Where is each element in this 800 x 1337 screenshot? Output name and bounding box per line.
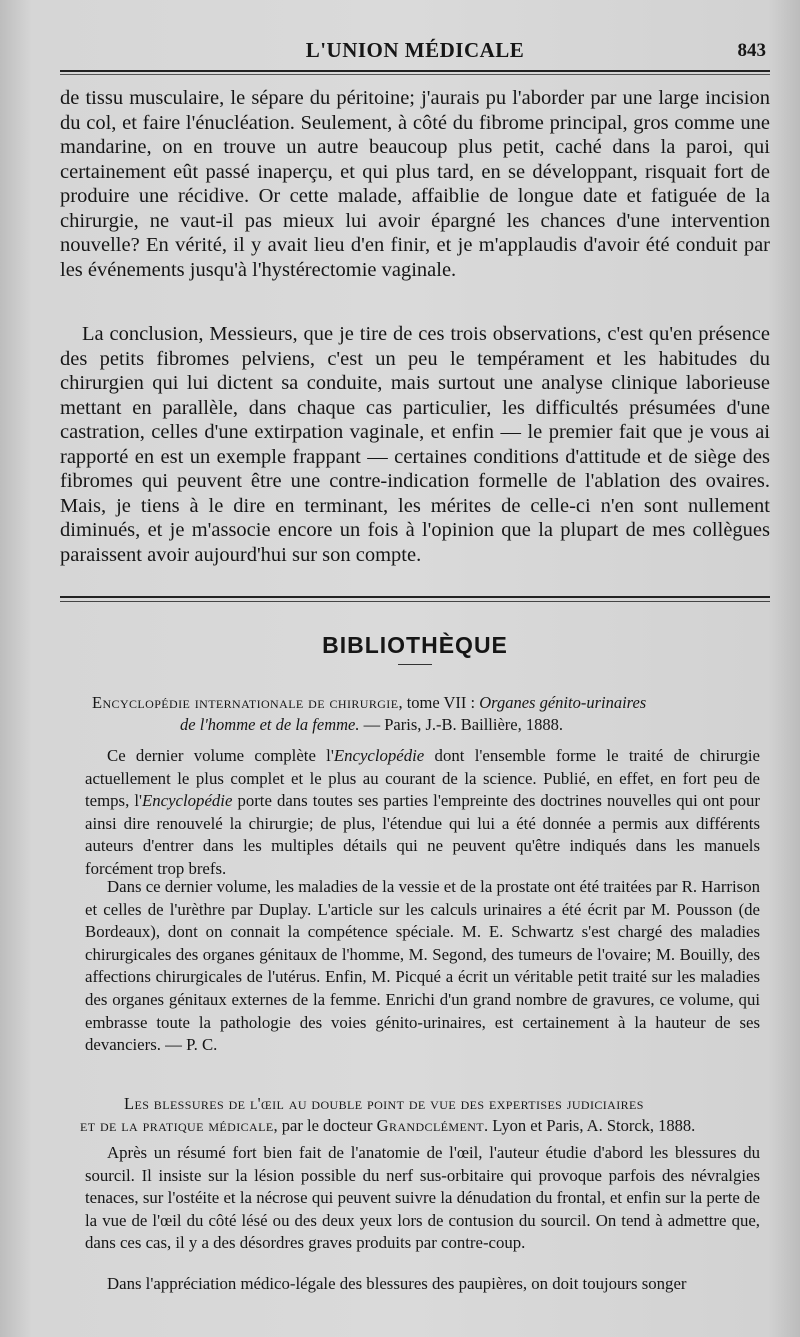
review-text-run: dont l'ensemble forme le traité de chirurgie actuellement le plus complet et le plus au courant de la science. Publié, en effet, en fort peu de temps, l' (85, 746, 760, 811)
header-rule (60, 70, 770, 72)
section-divider (60, 596, 770, 598)
book-byline: , par le docteur (273, 1116, 377, 1135)
review-heading (80, 1093, 760, 1137)
book-subtitle: Organes génito-urinaires (479, 693, 647, 712)
article-paragraph: La conclusion, Messieurs, que je tire de ces trois observations, c'est qu'en présence des petits fibromes pelviens, c'est un peu le tempérament et les habitudes du chirurgien qui lui dictent sa conduite, mais surtout une analyse clinique laborieuse mettant en parallèle, dans chaque cas particulier, les difficultés présumées d'une castration, celles d'une extirpation vaginale, et enfin — le premier fait que je vous ai rapporté en est un exemple frappant — certaines conditions d'attitude et de siège des fibromes qui peuvent être une contre-indication formelle de l'ablation des ovaires. Mais, je tiens à le dire en terminant, les mérites de celle-ci n'en sont nullement diminués, et je m'associe encore un fois à l'opinion que la plupart de mes collègues paraissent avoir aujourd'hui sur son compte. (60, 323, 770, 566)
book-author: Grandclément (376, 1116, 485, 1135)
review-text-run: porte dans toutes ses parties l'empreinte des doctrines nouvelles qui ont pour ainsi dire renouvelé la chirurgie; de plus, l'étendue qui lui a été donnée a permis aux différents auteurs d'entrer dans les multiples détails qui ne peuvent qu'être indiqués dans les manuels forcément trop brefs. (85, 791, 761, 878)
book-tome: , tome VII : (398, 693, 480, 712)
review-text-run: Ce dernier volume complète l' (107, 746, 334, 765)
review-emphasis: Encyclopédie (142, 791, 233, 811)
book-subtitle-continued: de l'homme et de la femme. (180, 715, 360, 734)
header-rule-thin (60, 74, 770, 75)
section-divider-thin (60, 601, 770, 602)
section-title: BIBLIOTHÈQUE (322, 632, 508, 658)
review-heading (80, 692, 760, 736)
review-paragraph: Dans l'appréciation médico-légale des blessures des paupières, on doit toujours songer (107, 1274, 687, 1293)
title-underline (398, 664, 432, 665)
book-publication: . Lyon et Paris, A. Storck, 1888. (484, 1116, 696, 1135)
review-paragraph: Après un résumé fort bien fait de l'anatomie de l'œil, l'auteur étudie d'abord les blessures du sourcil. Il insiste sur la lésion possible du nerf sus-orbitaire qui provoque parfois des névralgies tenaces, sur l'ostéite et la nécrose qui peuvent suivre la dénudation du frontal, et enfin sur la perte de la vue de l'œil du côté lésé ou des deux yeux lors de contusion du sourcil. On tend à admettre que, dans ces cas, il y a des désordres graves produits par contre-coup. (85, 1143, 760, 1253)
book-title: Encyclopédie internationale de chirurgie (92, 693, 399, 712)
page-header (60, 38, 770, 68)
page-number: 843 (737, 40, 766, 61)
review-paragraph (85, 745, 760, 881)
book-publication: — Paris, J.-B. Baillière, 1888. (359, 715, 563, 734)
review-emphasis: Encyclopédie (333, 746, 425, 765)
article-paragraph: de tissu musculaire, le sépare du péritoine; j'aurais pu l'aborder par une large incision du col, et faire l'énucléation. Seulement, à côté du fibrome principal, gros comme une mandarine, on en trouve un autre beaucoup plus petit, caché dans la paroi, qui certainement eût passé inaperçu, et qui plus tard, en se développant, risquait fort de produire une récidive. Or cette malade, affaiblie de longue date et fatiguée de la chirurgie, ne vaut-il pas mieux lui avoir épargné les chances d'une intervention nouvelle? En vérité, il y avait lieu d'en finir, et je m'applaudis d'avoir été conduit par les événements jusqu'à l'hystérectomie vaginale. (60, 87, 770, 281)
review-paragraph: Dans ce dernier volume, les maladies de la vessie et de la prostate ont été traitées par R. Harrison et celles de l'urèthre par Duplay. L'article sur les calculs urinaires a été écrit par M. Pousson (de Bordeaux), dont on connait la compétence spéciale. M. E. Schwartz s'est chargé des maladies chirurgicales des organes génitaux de l'homme, M. Segond, des tumeurs de l'ovaire; M. Bouilly, des affections chirurgicales de l'utérus. Enfin, M. Picqué a écrit un véritable petit traité sur les maladies des organes génitaux externes de la femme. Enrichi d'un grand nombre de gravures, ce volume, qui embrasse toute la pathologie des voies génito-urinaires, est certainement à la hauteur de ses devanciers. — P. C. (85, 877, 760, 1055)
book-title-continued: et de la pratique médicale (80, 1116, 274, 1135)
running-title: L'UNION MÉDICALE (305, 38, 525, 62)
book-title: Les blessures de l'œil au double point de vue des expertises judiciaires (124, 1094, 644, 1113)
